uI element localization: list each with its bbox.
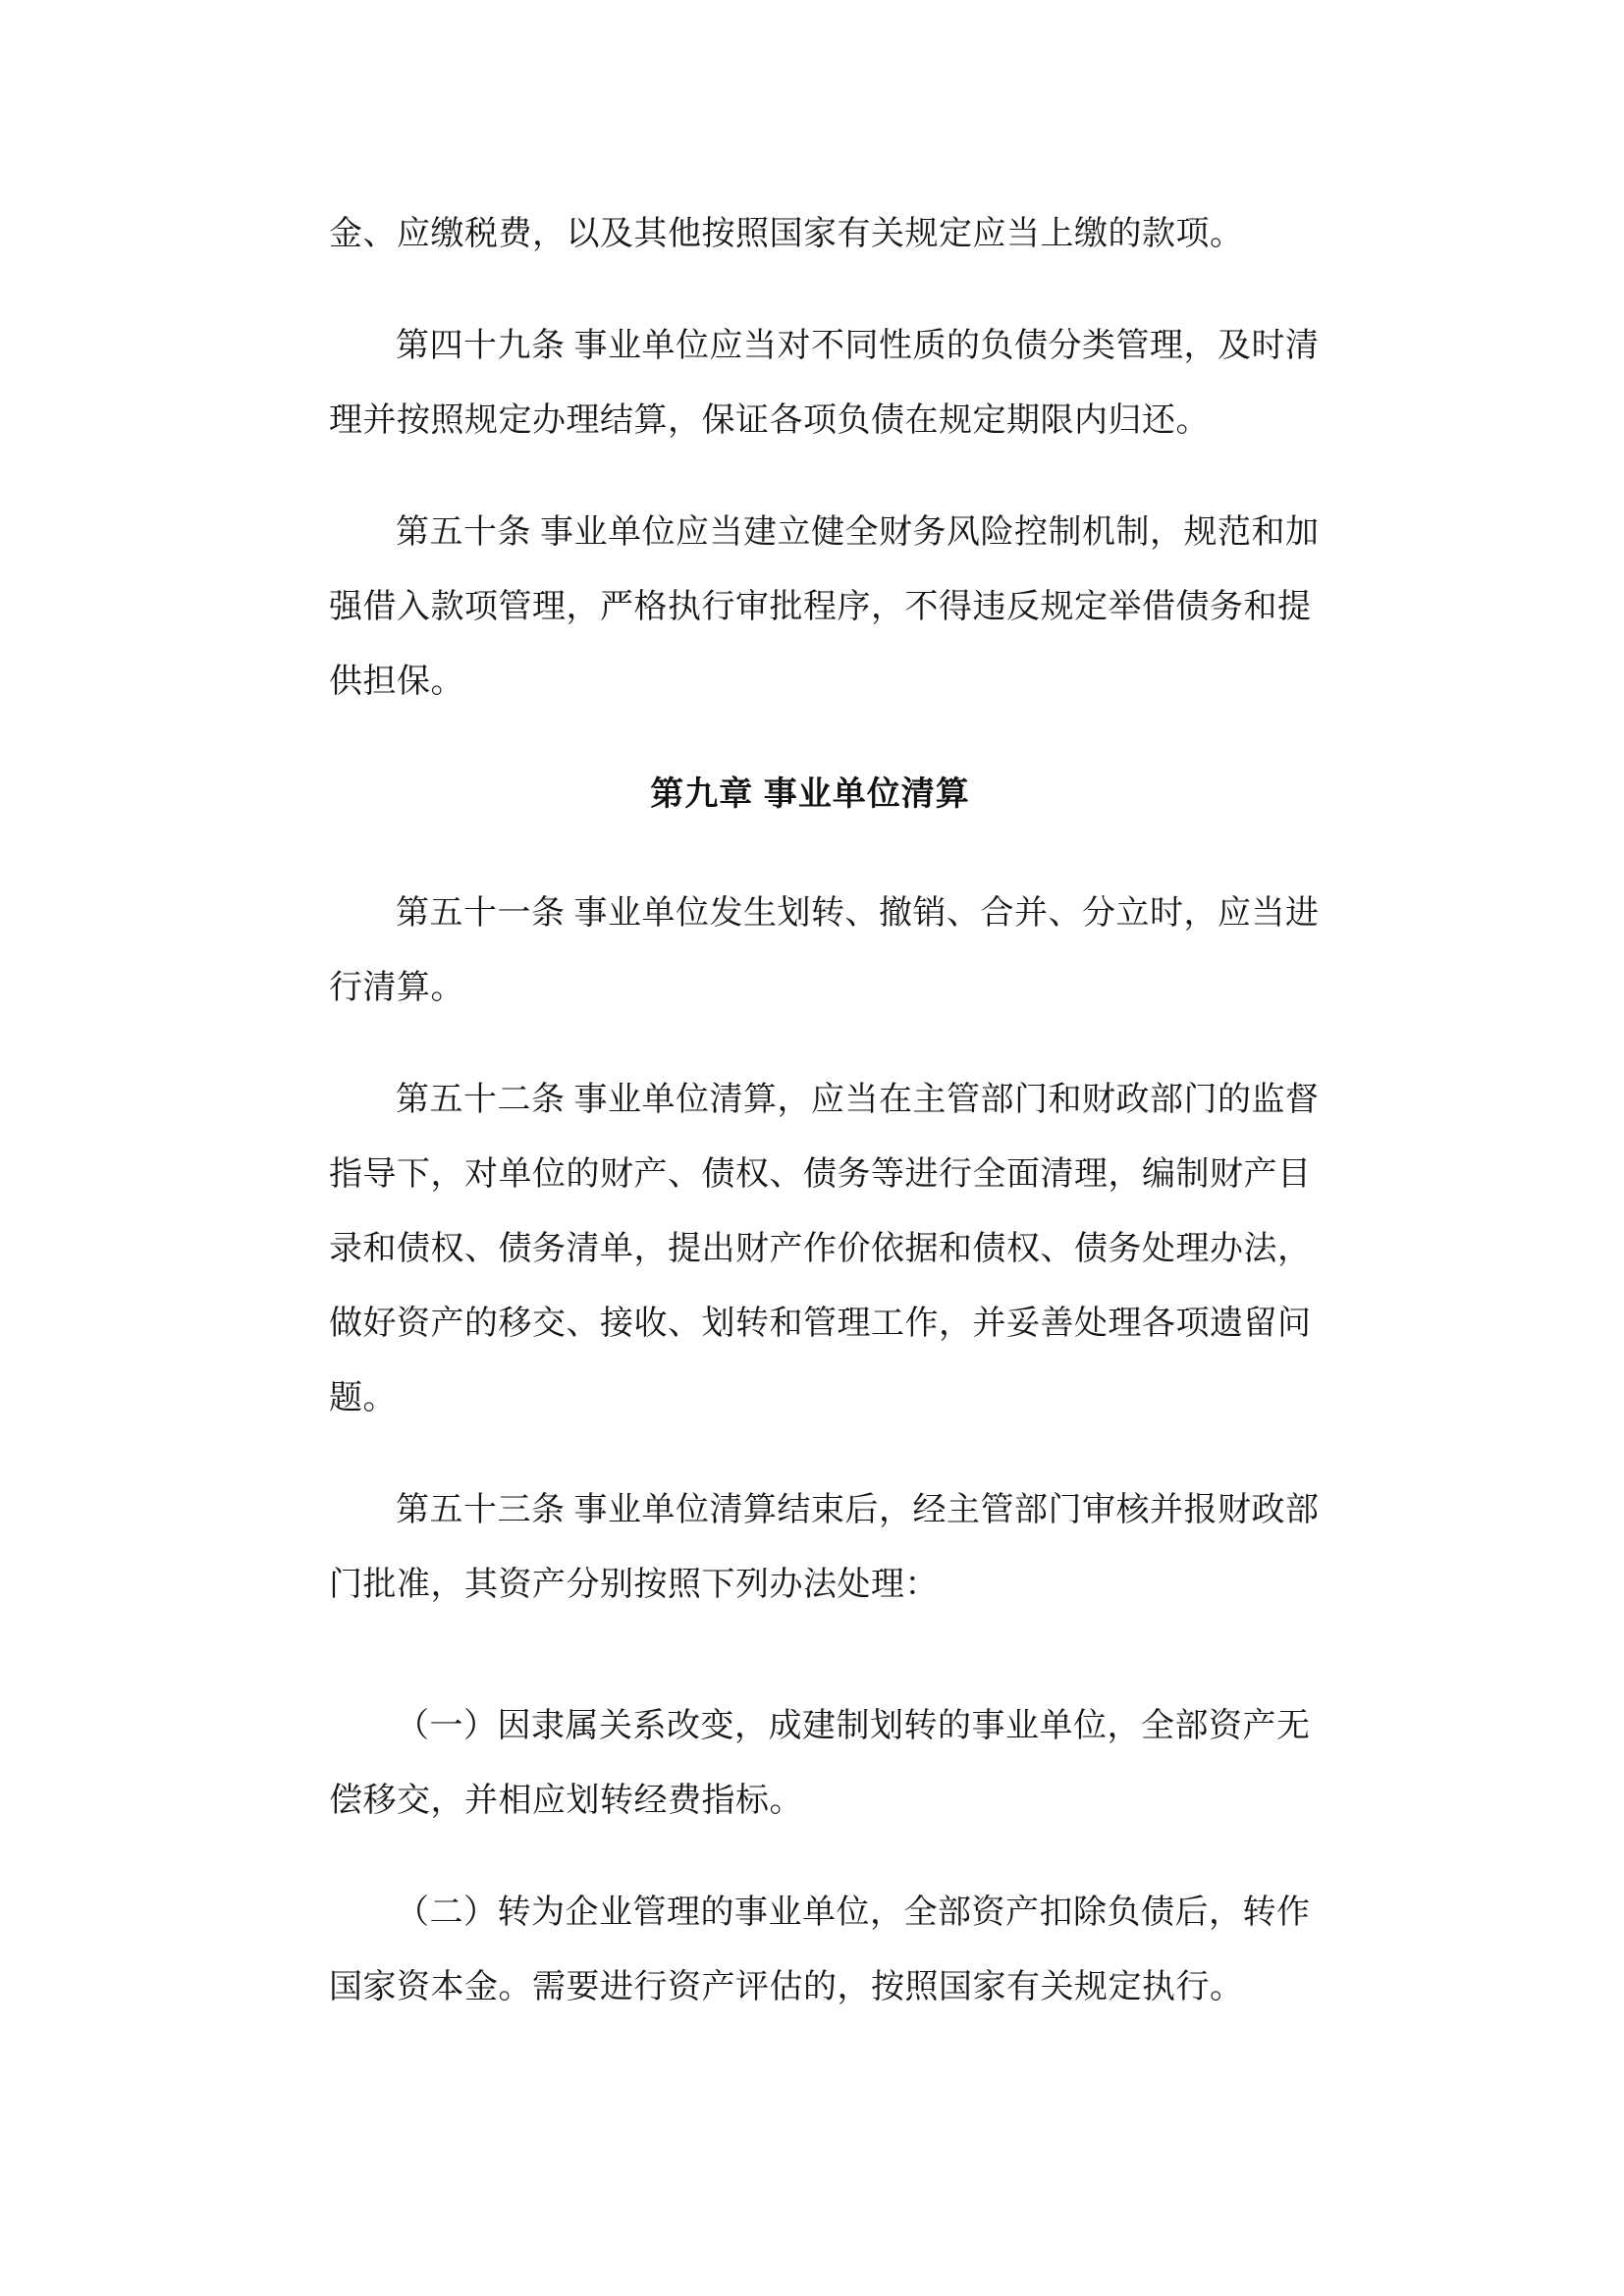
text-line: 指导下，对单位的财产、债权、债务等进行全面清理，编制财产目 <box>329 1156 1312 1193</box>
text-line: 第九章 事业单位清算 <box>650 775 970 813</box>
text-line: 理并按照规定办理结算，保证各项负债在规定期限内归还。 <box>329 402 1210 439</box>
paragraph <box>329 1876 1311 2025</box>
text-line: 第五十条 事业单位应当建立健全财务风险控制机制，规范和加 <box>396 514 1320 551</box>
text-line: 第五十二条 事业单位清算，应当在主管部门和财政部门的监督 <box>396 1082 1320 1118</box>
paragraph <box>329 197 1291 272</box>
text-line: 供担保。 <box>329 664 464 700</box>
chapter-heading <box>329 757 1291 831</box>
paragraph <box>329 496 1320 720</box>
text-line: （二）转为企业管理的事业单位，全部资产扣除负债后，转作 <box>396 1895 1311 1931</box>
text-line: （一）因隶属关系改变，成建制划转的事业单位，全部资产无 <box>396 1708 1311 1744</box>
text-line: 国家资本金。需要进行资产评估的，按照国家有关规定执行。 <box>329 1969 1244 2005</box>
text-line: 行清算。 <box>329 970 464 1006</box>
paragraph <box>329 309 1320 458</box>
text-line: 题。 <box>329 1380 397 1416</box>
text-line: 偿移交，并相应划转经费指标。 <box>329 1783 803 1819</box>
paragraph <box>329 877 1320 1026</box>
text-line: 录和债权、债务清单，提出财产作价依据和债权、债务处理办法， <box>329 1231 1312 1267</box>
text-line: 第四十九条 事业单位应当对不同性质的负债分类管理，及时清 <box>396 328 1320 364</box>
text-line: 金、应缴税费，以及其他按照国家有关规定应当上缴的款项。 <box>329 216 1244 252</box>
text-line: 第五十三条 事业单位清算结束后，经主管部门审核并报财政部 <box>396 1492 1320 1528</box>
text-line: 第五十一条 事业单位发生划转、撤销、合并、分立时，应当进 <box>396 895 1320 932</box>
paragraph <box>329 1689 1311 1839</box>
text-line: 做好资产的移交、接收、划转和管理工作，并妥善处理各项遗留问 <box>329 1306 1312 1342</box>
text-line: 强借入款项管理，严格执行审批程序，不得违反规定举借债务和提 <box>329 589 1312 625</box>
paragraph <box>329 1063 1320 1436</box>
paragraph <box>329 1473 1320 1623</box>
text-line: 门批准，其资产分别按照下列办法处理： <box>329 1567 939 1603</box>
document-body <box>329 197 1320 2025</box>
